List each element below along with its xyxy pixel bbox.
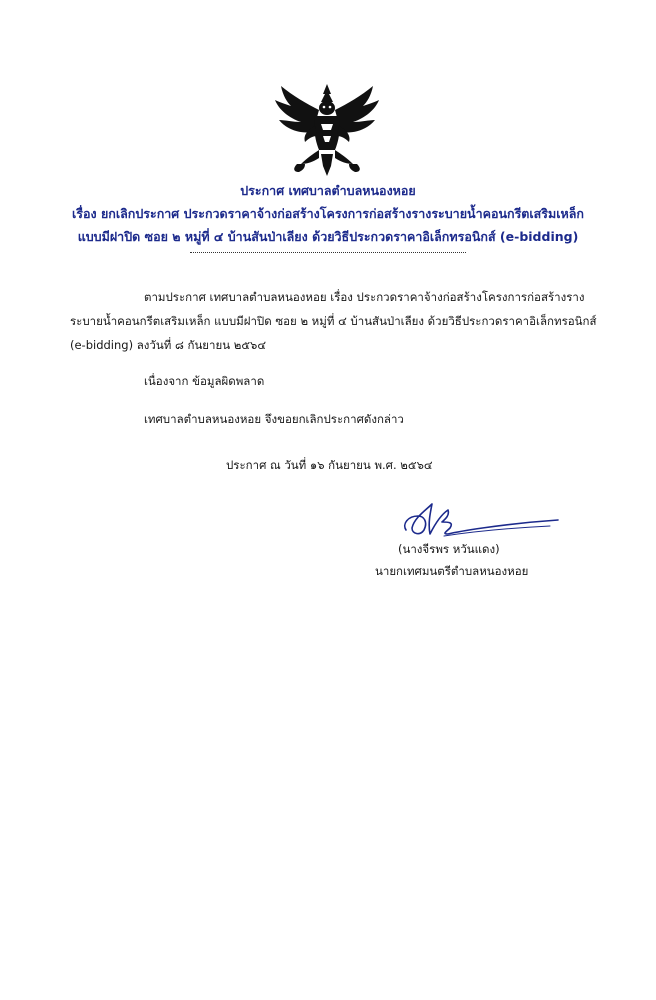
body-paragraph-1-line-2: ระบายน้ำคอนกรีตเสริมเหล็ก แบบมีฝาปิด ซอย ๒ หมู่ที่ ๔ บ้านสันป่าเลียง ด้วยวิธีประกวดราคาอิเล็กทรอนิกส์ — [70, 314, 597, 328]
cancellation-paragraph: เทศบาลตำบลหนองหอย จึงขอยกเลิกประกาศดังกล่าว — [144, 412, 404, 426]
signature-icon — [400, 500, 560, 545]
subject-line-1: เรื่อง ยกเลิกประกาศ ประกวดราคาจ้างก่อสร้างโครงการก่อสร้างรางระบายน้ำคอนกรีตเสริมเหล็ก — [72, 206, 584, 221]
garuda-emblem-icon — [271, 80, 383, 180]
body-paragraph-1-line-3: (e-bidding) ลงวันที่ ๘ กันยายน ๒๕๖๔ — [70, 338, 267, 352]
reason-paragraph: เนื่องจาก ข้อมูลผิดพลาด — [144, 374, 265, 388]
signatory-title: นายกเทศมนตรีตำบลหนองหอย — [375, 564, 529, 578]
dotted-divider — [190, 252, 466, 253]
body-paragraph-1-line-1: ตามประกาศ เทศบาลตำบลหนองหอย เรื่อง ประกวดราคาจ้างก่อสร้างโครงการก่อสร้างราง — [144, 290, 585, 304]
subject-line-2: แบบมีฝาปิด ซอย ๒ หมู่ที่ ๔ บ้านสันป่าเลียง ด้วยวิธีประกวดราคาอิเล็กทรอนิกส์ (e-bidding) — [77, 229, 579, 244]
announcement-title: ประกาศ เทศบาลตำบลหนองหอย — [240, 183, 416, 198]
signatory-name: (นางจีรพร หวันแดง) — [398, 542, 500, 556]
announcement-date: ประกาศ ณ วันที่ ๑๖ กันยายน พ.ศ. ๒๕๖๔ — [226, 458, 433, 472]
